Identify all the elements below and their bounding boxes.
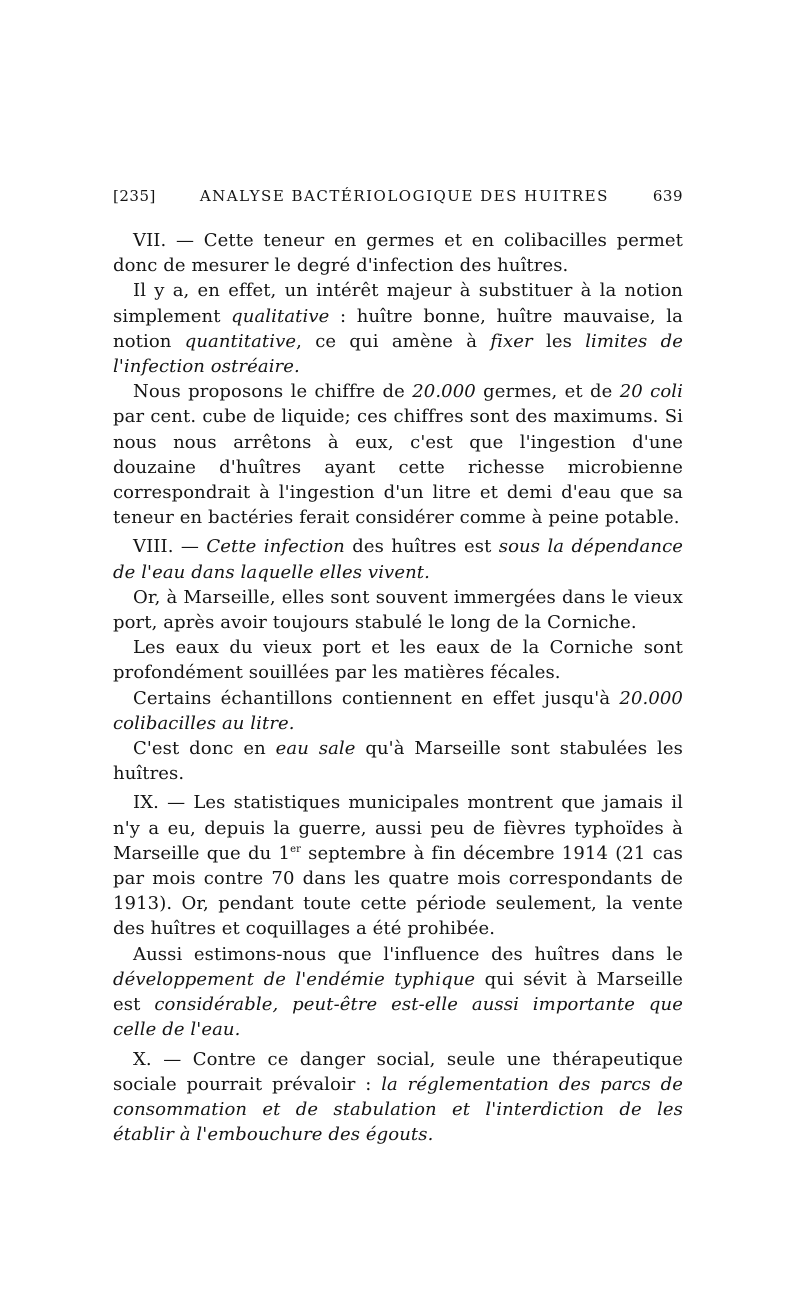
running-title: ANALYSE BACTÉRIOLOGIQUE DES HUITRES	[199, 187, 609, 205]
section-vii-paragraph-3: Nous proposons le chiffre de 20.000 germes, et de 20 coli par cent. cube de liquide; ces chiffres sont des maximums. Si nous nous arrêtons à eux, c'est que l'ingestion d'une douzaine d'huîtres ayant cette richesse microbienne correspondrait à l'ingestion d'un litre et demi d'eau que sa teneur en bactéries ferait considérer comme à peine potable.	[113, 381, 684, 529]
section-viii-paragraph-2: Or, à Marseille, elles sont souvent immergées dans le vieux port, après avoir toujours stabulé le long de la Corniche.	[113, 586, 683, 634]
body-text	[113, 228, 683, 1147]
section-viii-paragraph-3: Les eaux du vieux port et les eaux de la Corniche sont profondément souillées par les matières fécales.	[113, 637, 683, 684]
section-ix-paragraph-1: IX. — Les statistiques municipales montrent que jamais il n'y a eu, depuis la guerre, aussi peu de fièvres typhoïdes à Marseille que du 1er septembre à fin décembre 1914 (21 cas par mois contre 70 dans les quatre mois correspondants de 1913). Or, pendant toute cette période seulement, la vente des huîtres et coquillages a été prohibée.	[113, 792, 683, 940]
section-viii-paragraph-4: Certains échantillons contiennent en effet jusqu'à 20.000 colibacilles au litre.	[113, 687, 683, 734]
section-vii-paragraph-1: VII. — Cette teneur en germes et en colibacilles permet donc de mesurer le degré d'infection des huîtres.	[113, 230, 683, 277]
page-reference: [235]	[113, 187, 156, 205]
section-viii-paragraph-5: C'est donc en eau sale qu'à Marseille sont stabulées les huîtres.	[113, 738, 684, 785]
running-header	[113, 187, 683, 205]
section-vii-paragraph-2: Il y a, en effet, un intérêt majeur à substituer à la notion simplement qualitative : huître bonne, huître mauvaise, la notion quantitative, ce qui amène à fixer les limites de l'infection ostréaire.	[113, 280, 683, 378]
section-x-paragraph-1: X. — Contre ce danger social, seule une thérapeutique sociale pourrait prévaloir : la réglementation des parcs de consommation et de stabulation et l'interdiction de les établir à l'embouchure des égouts.	[113, 1048, 684, 1146]
page-number: 639	[652, 187, 683, 205]
section-ix-paragraph-2: Aussi estimons-nous que l'influence des huîtres dans le développement de l'endémie typhique qui sévit à Marseille est considérable, peut-être est-elle aussi importante que celle de l'eau.	[113, 943, 683, 1041]
section-viii-paragraph-1: VIII. — Cette infection des huîtres est sous la dépendance de l'eau dans laquelle elles vivent.	[113, 536, 684, 583]
